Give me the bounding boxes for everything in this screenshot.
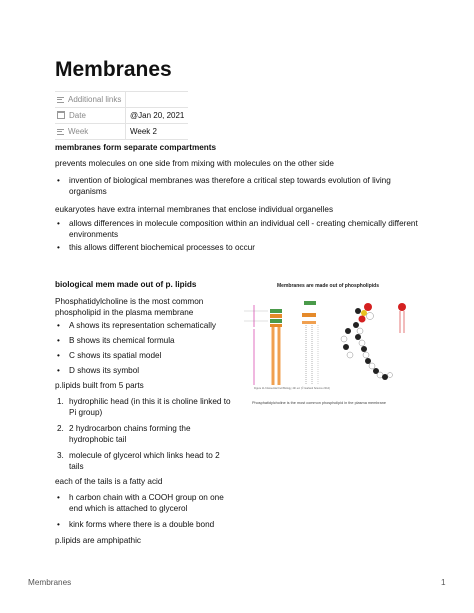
- text-lines-icon: [57, 129, 64, 135]
- section-heading: biological mem made out of p. lipids: [55, 280, 197, 289]
- bullet-item: • B shows its chemical formula: [57, 336, 175, 345]
- list-number: 3.: [57, 451, 64, 460]
- section-heading: membranes form separate compartments: [55, 143, 217, 152]
- bullet-item: • invention of biological membranes was therefore a critical step towards evolution of living organisms: [57, 176, 391, 196]
- bullet-dot: •: [57, 366, 60, 375]
- text-lines-icon: [57, 97, 64, 103]
- bullet-item: • this allows different biochemical processes to occur: [57, 243, 255, 252]
- page-number: 1: [441, 578, 446, 587]
- property-row: [55, 92, 188, 108]
- panel-b-formula: [302, 301, 318, 385]
- property-key: Date: [55, 108, 126, 124]
- bullet-item: • C shows its spatial model: [57, 351, 162, 360]
- bullet-item: • D shows its symbol: [57, 366, 140, 375]
- property-row: [55, 108, 188, 124]
- paragraph: p.lipids are amphipathic: [55, 536, 142, 545]
- property-key: Week: [55, 124, 126, 140]
- panel-a-schematic: [244, 305, 282, 385]
- footer-title: Membranes: [28, 578, 72, 587]
- bullet-item: • A shows its representation schematically: [57, 321, 216, 330]
- list-number: 2.: [57, 424, 64, 433]
- bullet-dot: •: [57, 493, 60, 502]
- bullet-item: • h carbon chain with a COOH group on one end which is attached to glycerol: [57, 493, 224, 513]
- calendar-icon: [57, 111, 65, 119]
- property-value: Week 2: [126, 124, 189, 140]
- numbered-item: 3. molecule of glycerol which links head to 2 tails: [57, 451, 220, 471]
- bullet-dot: •: [57, 321, 60, 330]
- properties-table: [55, 91, 188, 140]
- page-title: Membranes: [55, 58, 172, 81]
- list-number: 1.: [57, 397, 64, 406]
- panel-d-symbol: [398, 303, 406, 333]
- numbered-item: 2. 2 hydrocarbon chains forming the hydrophobic tail: [57, 424, 191, 444]
- bullet-item: • allows differences in molecule composition within an individual cell - creating chemically different environments: [57, 219, 418, 239]
- figure-title: Membranes are made out of phospholipids: [277, 283, 379, 289]
- numbered-item: 1. hydrophilic head (in this it is choline linked to Pi group): [57, 397, 231, 417]
- figure-caption: Phosphatidylcholine is the most common phospholipid in the plasma membrane: [252, 401, 387, 405]
- panel-c-spatial-model: [341, 303, 393, 380]
- property-row: [55, 124, 188, 140]
- bullet-dot: •: [57, 351, 60, 360]
- paragraph: p.lipids built from 5 parts: [55, 381, 144, 390]
- bullet-dot: •: [57, 219, 60, 228]
- figure-source-note: Figure 11-6 Essential Cell Biology, 4th ed. (© Garland Science 2014): [254, 387, 330, 390]
- bullet-dot: •: [57, 176, 60, 185]
- paragraph: each of the tails is a fatty acid: [55, 477, 163, 486]
- bullet-dot: •: [57, 336, 60, 345]
- paragraph: Phosphatidylcholine is the most common phospholipid in the plasma membrane: [55, 297, 204, 317]
- bullet-dot: •: [57, 520, 60, 529]
- property-value: @Jan 20, 2021: [126, 108, 189, 124]
- paragraph: eukaryotes have extra internal membranes that enclose individual organelles: [55, 205, 334, 214]
- bullet-item: • kink forms where there is a double bond: [57, 520, 215, 529]
- property-key: Additional links: [55, 92, 126, 108]
- property-value: [126, 92, 189, 108]
- bullet-dot: •: [57, 243, 60, 252]
- paragraph: prevents molecules on one side from mixing with molecules on the other side: [55, 159, 334, 168]
- phospholipid-figure: [240, 283, 416, 413]
